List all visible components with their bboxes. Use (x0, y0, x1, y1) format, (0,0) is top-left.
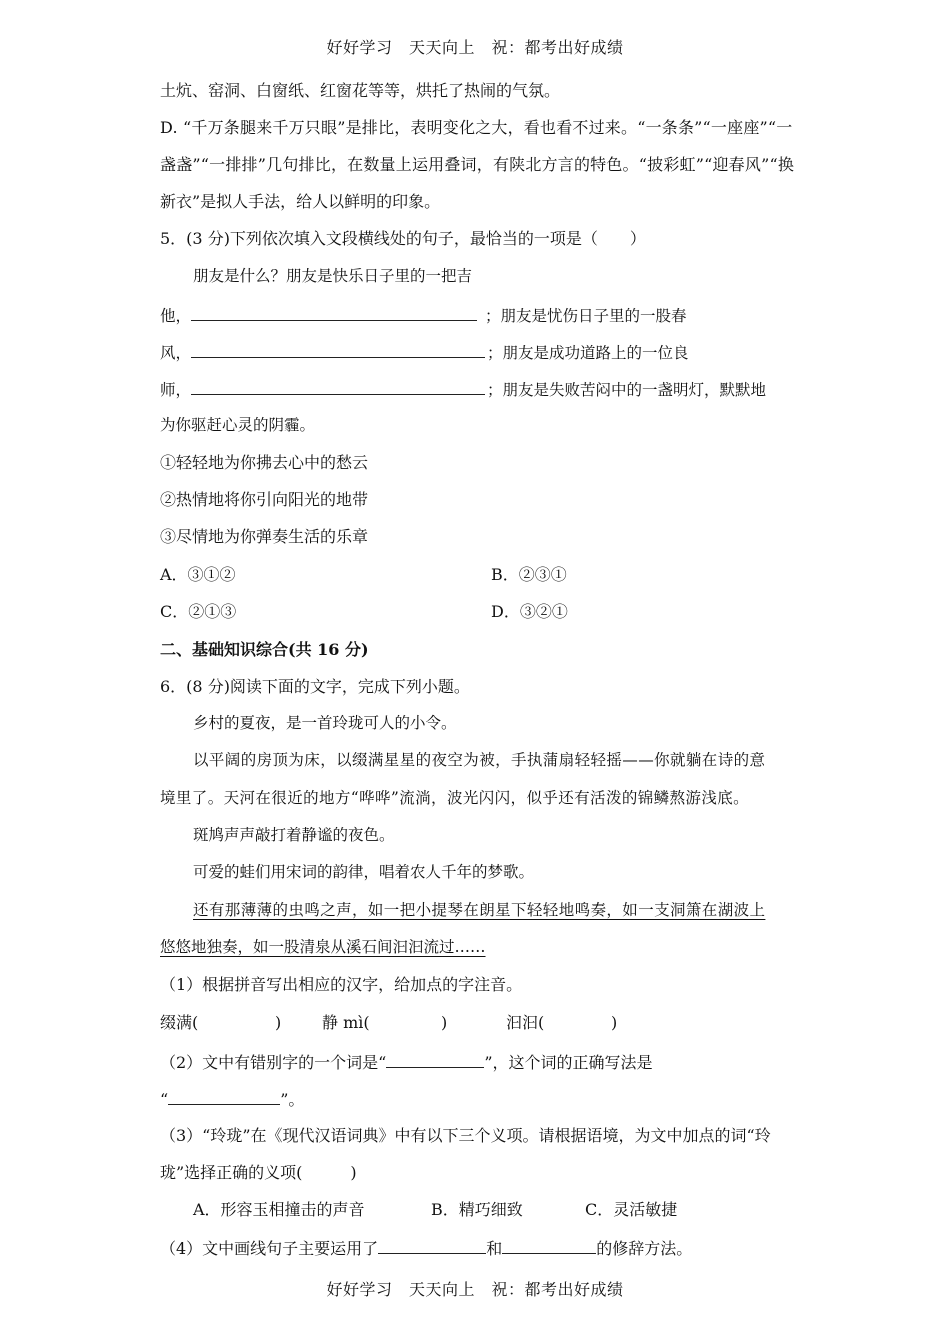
q4-option-d-line2: 盏盏”“一排排”几句排比，在数量上运用叠词，有陕北方言的特色。“披彩虹”“迎春风”“换 (160, 155, 795, 174)
q6-sub1-prompt: （1）根据拼音写出相应的汉字，给加点的字注音。 (160, 975, 523, 994)
q6-sub2-blank-1[interactable] (386, 1053, 484, 1068)
q5-option-b[interactable]: B．②③① (491, 565, 567, 584)
q6-sub2-line2 (160, 1090, 304, 1108)
q6-sub2-line1 (160, 1053, 653, 1071)
q6-sub2-text-a: （2）文中有错别字的一个词是“ (160, 1053, 387, 1072)
q5-passage-line2 (160, 306, 687, 325)
q5-passage-line3 (160, 343, 689, 362)
q6-sub4-blank-2[interactable] (502, 1239, 596, 1254)
q6-underlined-sentence-line2: 悠悠地独奏，如一股清泉从溪石间汩汩流过…… (160, 938, 486, 956)
q5-sentence-3: ③尽情地为你弹奏生活的乐章 (160, 527, 369, 546)
q6-sub3-option-b[interactable]: B．精巧细致 (431, 1200, 523, 1219)
q5-passage-line1: 朋友是什么？朋友是快乐日子里的一把吉 (193, 267, 473, 285)
q5-stem: 5．(3 分)下列依次填入文段横线处的句子，最恰当的一项是（ ） (160, 229, 646, 248)
q5-line3-end: ；朋友是成功道路上的一位良 (487, 344, 689, 362)
q4-text-line: 土炕、窑洞、白窗纸、红窗花等等，烘托了热闹的气氛。 (160, 81, 561, 100)
q6-sub3-option-a[interactable]: A．形容玉相撞击的声音 (193, 1200, 365, 1219)
q5-line2-start: 他， (160, 307, 192, 325)
q6-sub2-open-quote: “ (160, 1090, 169, 1109)
q6-underlined-sentence-line1: 还有那薄薄的虫鸣之声，如一把小提琴在朗星下轻轻地鸣奏，如一支洞箫在湖波上 (193, 901, 766, 919)
q4-option-d-line1: D. “千万条腿来千万只眼”是排比，表明变化之大，看也看不过来。“一条条”“一座座”“一 (160, 118, 793, 137)
q5-line4-end: ；朋友是失败苦闷中的一盏明灯，默默地 (487, 381, 767, 399)
q5-blank-3[interactable] (191, 380, 485, 395)
q6-sub4-line (160, 1239, 692, 1257)
q6-sub4-blank-1[interactable] (378, 1239, 486, 1254)
q6-passage-p3: 斑鸠声声敲打着静谧的夜色。 (193, 826, 395, 844)
q5-passage-line5: 为你驱赶心灵的阴霾。 (160, 416, 316, 434)
page-footer: 好好学习 天天向上 祝：都考出好成绩 (326, 1280, 624, 1299)
q5-sentence-1: ①轻轻地为你拂去心中的愁云 (160, 453, 369, 472)
page-header: 好好学习 天天向上 祝：都考出好成绩 (326, 38, 624, 57)
q6-sub4-text-a: （4）文中画线句子主要运用了 (160, 1239, 379, 1258)
q5-option-d[interactable]: D．③②① (491, 602, 568, 621)
q5-option-a[interactable]: A．③①② (160, 565, 236, 584)
q6-passage-p1: 乡村的夏夜，是一首玲珑可人的小令。 (193, 714, 457, 732)
q6-sub1-close-a: ) (275, 1013, 282, 1032)
q5-line3-start: 风， (160, 344, 192, 362)
q6-stem: 6．(8 分)阅读下面的文字，完成下列小题。 (160, 677, 470, 696)
q4-option-d-line3: 新衣”是拟人手法，给人以鲜明的印象。 (160, 192, 441, 211)
q6-sub4-text-c: 的修辞方法。 (596, 1239, 693, 1258)
q5-blank-2[interactable] (191, 343, 485, 358)
q6-passage-p2-line2: 境里了。天河在很近的地方“哗哗”流淌，波光闪闪，似乎还有活泼的锦鳞熬游浅底。 (160, 789, 750, 807)
q6-sub3-line1: （3）“玲珑”在《现代汉语词典》中有以下三个义项。请根据语境，为文中加点的词“玲 (160, 1126, 771, 1145)
q6-sub3-line2: 珑”选择正确的义项( ) (160, 1163, 357, 1182)
q6-sub1-item-c: 汩汩( (506, 1013, 545, 1032)
q6-sub1-item-b: 静 mì( (322, 1013, 370, 1032)
section-title: 二、基础知识综合(共 16 分) (160, 640, 369, 659)
q6-sub1-item-a: 缀满( (160, 1013, 199, 1032)
q5-option-c[interactable]: C．②①③ (160, 602, 237, 621)
q5-sentence-2: ②热情地将你引向阳光的地带 (160, 490, 369, 509)
q6-sub4-text-b: 和 (486, 1239, 503, 1258)
q6-sub2-blank-2[interactable] (168, 1090, 280, 1105)
q5-passage-line4 (160, 380, 766, 399)
q6-sub1-close-b: ) (441, 1013, 448, 1032)
q5-line4-start: 师， (160, 381, 192, 399)
q6-sub1-close-c: ) (611, 1013, 618, 1032)
q5-blank-1[interactable] (191, 306, 477, 321)
q6-passage-p4: 可爱的蛙们用宋词的韵律，唱着农人千年的梦歌。 (193, 863, 535, 881)
q6-sub3-option-c[interactable]: C．灵活敏捷 (585, 1200, 678, 1219)
q5-line2-end: ；朋友是忧伤日子里的一股春 (485, 307, 687, 325)
q6-sub2-close-quote: ”。 (280, 1090, 305, 1109)
q6-passage-p2-line1: 以平阔的房顶为床，以缀满星星的夜空为被，手执蒲扇轻轻摇——你就躺在诗的意 (193, 751, 766, 769)
q6-sub2-text-b: ”，这个词的正确写法是 (484, 1053, 653, 1072)
